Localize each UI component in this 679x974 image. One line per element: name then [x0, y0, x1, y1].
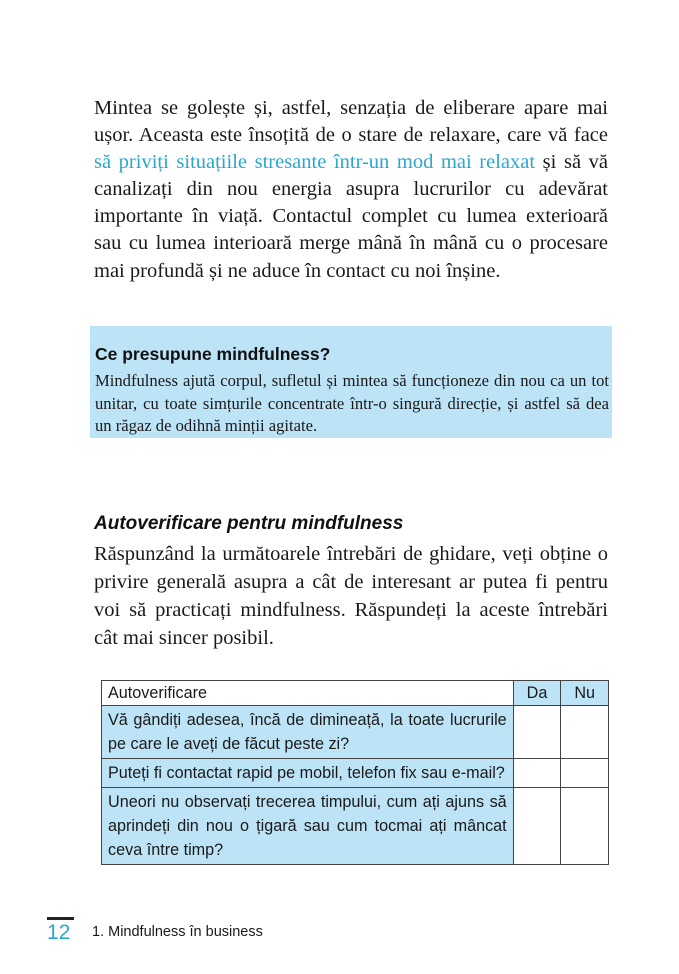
table-row — [102, 759, 609, 788]
section-paragraph: Răspunzând la următoarele întrebări de ghidare, veți obține o privire generală asupra a cât de interesant ar putea fi pentru voi să practicați mindfulness. Răspundeți la aceste întrebări cât mai sincer posibil. — [94, 543, 608, 649]
question-cell: Vă gândiți adesea, încă de dimineață, la toate lucrurile pe care le aveți de făcut peste zi? — [102, 706, 514, 759]
question-cell: Uneori nu observați trecerea timpului, cum ați ajuns să aprindeți din nou o țigară sau cum tocmai ați mâncat ceva între timp? — [102, 788, 514, 865]
intro-paragraph — [94, 95, 608, 285]
answer-yes-cell[interactable] — [513, 706, 561, 759]
intro-text-after: și să vă canalizați din nou energia asupra lucrurilor cu adevărat importante în viață. Contactul complet cu lumea exterioară sau cu lumea interioară merge mână în mână cu o procesare mai profundă și ne aduce în contact cu noi înșine. — [94, 151, 608, 282]
answer-no-cell[interactable] — [561, 788, 609, 865]
answer-no-cell[interactable] — [561, 706, 609, 759]
section-heading: Autoverificare pentru mindfulness — [94, 513, 404, 534]
question-cell: Puteți fi contactat rapid pe mobil, telefon fix sau e-mail? — [102, 759, 514, 788]
intro-text-before: Mintea se golește și, astfel, senzația de eliberare apare mai ușor. Aceasta este însoțită de o stare de relaxare, care vă face — [94, 97, 608, 147]
header-no: Nu — [561, 681, 609, 706]
chapter-label: 1. Mindfulness în business — [92, 924, 263, 940]
info-box — [90, 326, 612, 438]
table-row — [102, 706, 609, 759]
info-box-body: Mindfulness ajută corpul, sufletul și mintea să funcționeze din nou ca un tot unitar, cu toate simțurile concentrate într-o singură direcție, și astfel să dea un răgaz de odihnă minții agitate. — [95, 371, 609, 436]
self-check-table — [101, 680, 609, 865]
header-question: Autoverificare — [102, 681, 514, 706]
page-number: 12 — [47, 917, 74, 946]
answer-no-cell[interactable] — [561, 759, 609, 788]
info-box-title: Ce presupune mindfulness? — [95, 344, 331, 364]
table-row — [102, 788, 609, 865]
answer-yes-cell[interactable] — [513, 759, 561, 788]
answer-yes-cell[interactable] — [513, 788, 561, 865]
intro-highlighted-text: să priviți situațiile stresante într-un mod mai relaxat — [94, 151, 536, 174]
table-header-row — [102, 681, 609, 706]
header-yes: Da — [513, 681, 561, 706]
